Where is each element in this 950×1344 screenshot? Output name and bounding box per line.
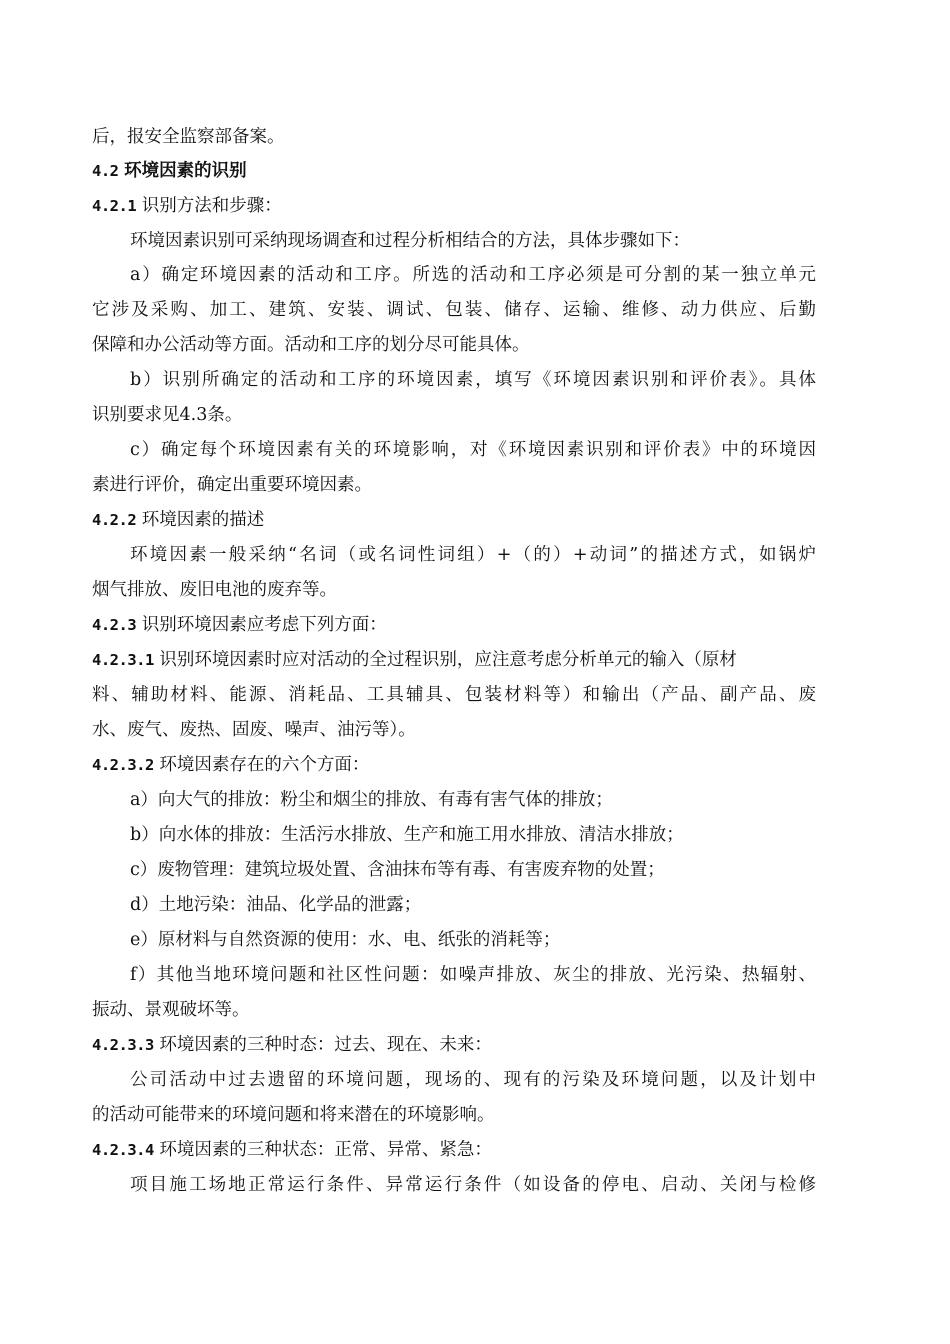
paragraph-line: 的活动可能带来的环境问题和将来潜在的环境影响。: [92, 1105, 495, 1125]
section-number: 4.2: [92, 162, 119, 180]
section-number: 4.2.3.1: [92, 651, 154, 669]
paragraph-line: 后，报安全监察部备案。: [92, 127, 285, 147]
section-number: 4.2.3.4: [92, 1141, 154, 1159]
paragraph-line: 公司活动中过去遗留的环境问题，现场的、现有的污染及环境问题，以及计划中: [130, 1070, 816, 1090]
section-number: 4.2.3.3: [92, 1036, 154, 1054]
paragraph-line: 料、辅助材料、能源、消耗品、工具辅具、包装材料等）和输出（产品、副产品、废: [92, 685, 816, 705]
paragraph-line: 它涉及采购、加工、建筑、安装、调试、包装、储存、运输、维修、动力供应、后勤: [92, 300, 816, 320]
section-heading-4-2-2: [92, 509, 816, 531]
section-title: 环境因素的三种时态：过去、现在、未来：: [159, 1035, 492, 1055]
section-heading-4-2-3-1: [92, 649, 816, 671]
paragraph-line: 素进行评价，确定出重要环境因素。: [92, 475, 372, 495]
section-number: 4.2.3.2: [92, 756, 154, 774]
section-number: 4.2.3: [92, 616, 137, 634]
paragraph-line: 水、废气、废热、固废、噪声、油污等）。: [92, 720, 416, 740]
list-item-a: a）向大气的排放：粉尘和烟尘的排放、有毒有害气体的排放；: [130, 790, 613, 810]
list-item-c: c）废物管理：建筑垃圾处置、含油抹布等有毒、有害废弃物的处置；: [130, 860, 665, 880]
section-heading-4-2-3-2: [92, 754, 816, 776]
list-item-a: a）确定环境因素的活动和工序。所选的活动和工序必须是可分割的某一独立单元: [130, 265, 816, 285]
list-item-e: e）原材料与自然资源的使用：水、电、纸张的消耗等；: [130, 930, 561, 950]
paragraph-line: 振动、景观破坏等。: [92, 1000, 250, 1020]
section-heading-4-2-3-3: [92, 1034, 816, 1056]
section-heading-4-2-3-4: [92, 1139, 816, 1161]
section-title: 环境因素的描述: [141, 510, 265, 530]
list-item-c: c）确定每个环境因素有关的环境影响，对《环境因素识别和评价表》中的环境因: [130, 440, 816, 460]
section-text: 识别环境因素时应对活动的全过程识别，应注意考虑分析单元的输入（原材: [159, 650, 737, 670]
paragraph-line: 环境因素一般采纳“名词（或名词性词组）+（的）+动词”的描述方式，如锅炉: [130, 545, 816, 565]
paragraph-line: 识别要求见4.3条。: [92, 405, 243, 425]
section-title: 识别方法和步骤：: [141, 196, 282, 216]
section-title: 环境因素存在的六个方面：: [159, 755, 370, 775]
list-item-b: b）识别所确定的活动和工序的环境因素，填写《环境因素识别和评价表》。具体: [130, 370, 816, 390]
list-item-b: b）向水体的排放：生活污水排放、生产和施工用水排放、清洁水排放；: [130, 825, 684, 845]
list-item-d: d）土地污染：油品、化学品的泄露；: [130, 895, 422, 915]
paragraph-line: 烟气排放、废旧电池的废弃等。: [92, 580, 337, 600]
list-item-f: f）其他当地环境问题和社区性问题：如噪声排放、灰尘的排放、光污染、热辐射、: [130, 965, 816, 985]
paragraph-line: 环境因素识别可采纳现场调查和过程分析相结合的方法，具体步骤如下：: [130, 231, 690, 251]
section-title: 环境因素的三种状态：正常、异常、紧急：: [159, 1140, 492, 1160]
section-title: 环境因素的识别: [124, 161, 247, 181]
section-number: 4.2.2: [92, 511, 137, 529]
paragraph-line: 保障和办公活动等方面。活动和工序的划分尽可能具体。: [92, 335, 530, 355]
paragraph-line: 项目施工场地正常运行条件、异常运行条件（如设备的停电、启动、关闭与检修: [130, 1175, 816, 1195]
section-heading-4-2-1: [92, 195, 816, 217]
section-title: 识别环境因素应考虑下列方面：: [141, 615, 387, 635]
section-heading-4-2-3: [92, 614, 816, 636]
section-heading-4-2: [92, 160, 816, 182]
section-number: 4.2.1: [92, 197, 137, 215]
